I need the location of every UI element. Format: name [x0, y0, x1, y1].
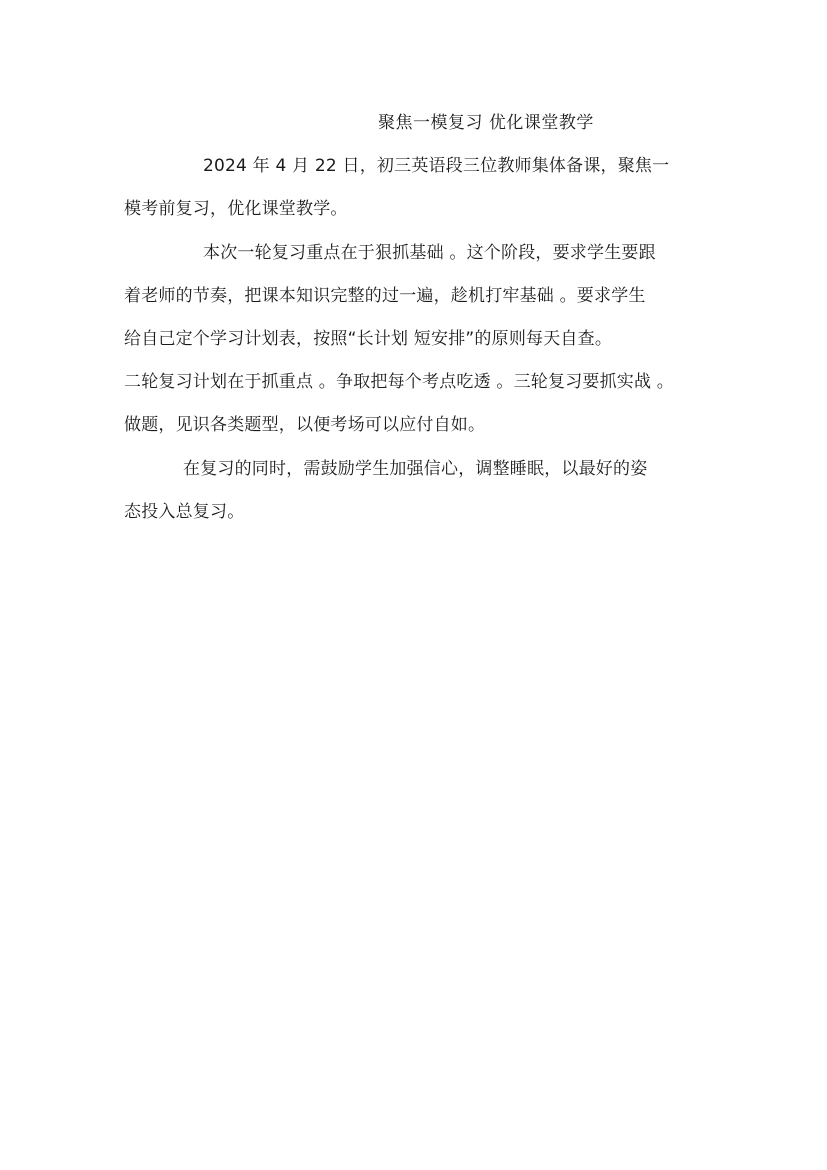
paragraph-line: 模考前复习，优化课堂教学。: [124, 199, 348, 219]
paragraph-line: 2024 年 4 月 22 日，初三英语段三位教师集体备课，聚焦一: [203, 156, 670, 176]
document-title: 聚焦一模复习 优化课堂教学: [378, 113, 594, 133]
paragraph-line: 二轮复习计划在于抓重点 。争取把每个考点吃透 。三轮复习要抓实战 。: [124, 372, 675, 392]
paragraph-line: 在复习的同时，需鼓励学生加强信心，调整睡眠，以最好的姿: [183, 459, 648, 479]
paragraph-line: 做题，见识各类题型，以便考场可以应付自如。: [124, 415, 486, 435]
paragraph-line: 态投入总复习。: [124, 502, 245, 522]
paragraph-line: 本次一轮复习重点在于狠抓基础 。这个阶段，要求学生要跟: [203, 243, 656, 263]
paragraph-line: 着老师的节奏，把课本知识完整的过一遍，趁机打牢基础 。要求学生: [124, 286, 646, 306]
paragraph-line: 给自己定个学习计划表，按照“长计划 短安排”的原则每天自查。: [124, 329, 613, 349]
